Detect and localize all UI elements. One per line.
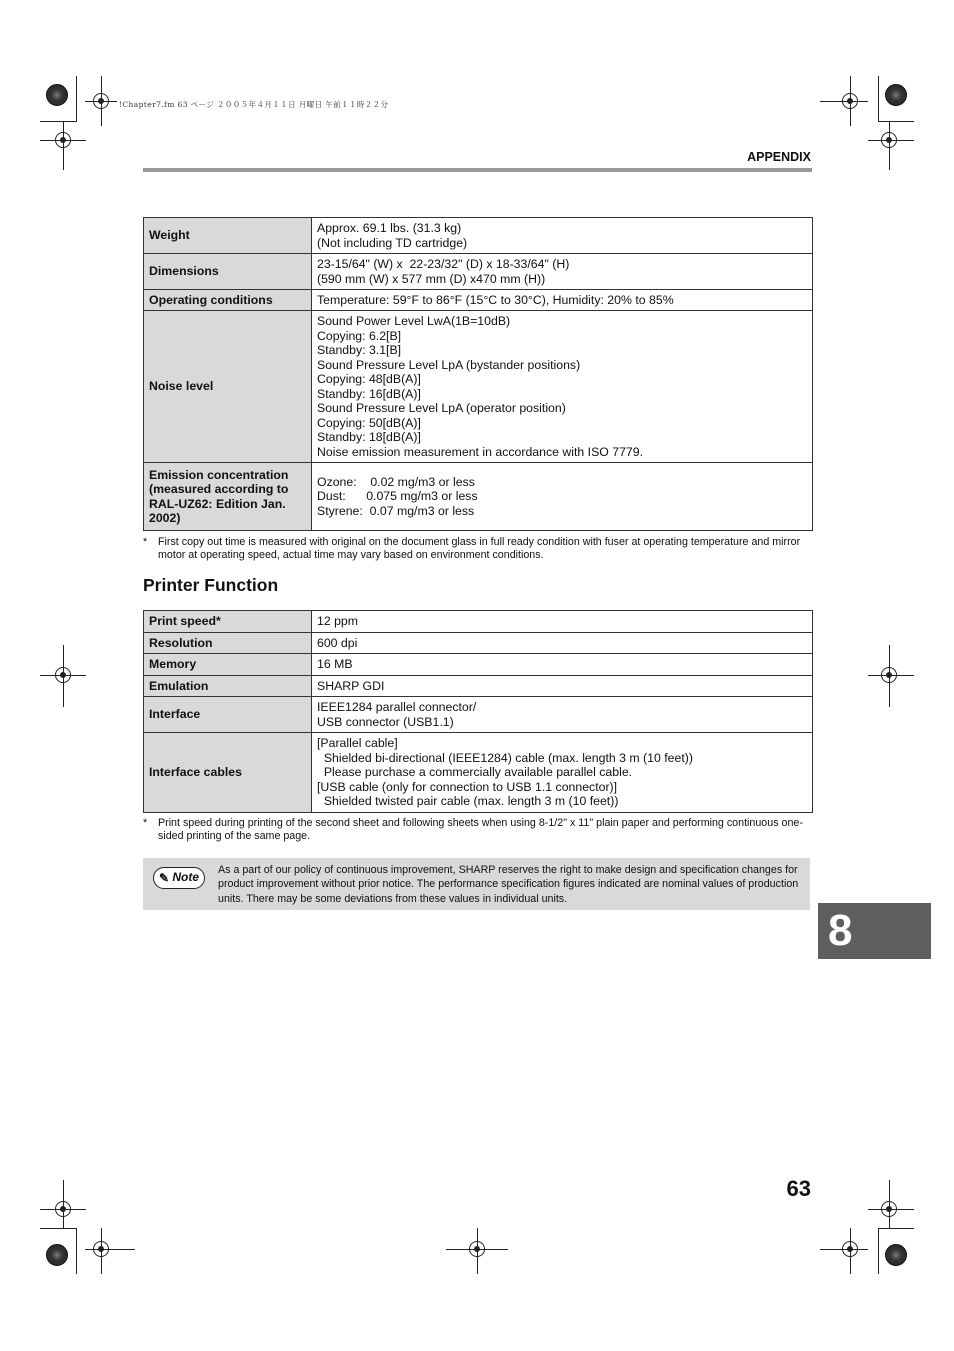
spec-value-line: (590 mm (W) x 577 mm (D) x470 mm (H)) [317, 271, 546, 286]
spec-value [312, 611, 813, 633]
spec-value-line: Dust: 0.075 mg/m3 or less [317, 489, 478, 504]
table-row [144, 463, 813, 531]
note-icon [153, 867, 205, 889]
table-row [144, 676, 813, 697]
spec-value-line: Standby: 16[dB(A)] [317, 386, 421, 401]
spec-value-line: [Parallel cable] [317, 736, 398, 751]
spec-value [312, 218, 813, 254]
crop-line [40, 121, 76, 122]
spec-value-line: SHARP GDI [317, 678, 385, 693]
header-rule [143, 168, 812, 172]
spec-label: Interface cables [144, 733, 312, 813]
table-row [144, 218, 813, 254]
spec-value-line: 600 dpi [317, 635, 358, 650]
spec-value-line: 12 ppm [317, 614, 359, 629]
footnote-text: Print speed during printing of the second sheet and following sheets when using 8-1/2" x 11" plain paper and performing continuous one-sided printing of the same page. [158, 817, 803, 842]
spec-value [312, 654, 813, 676]
spec-label: Operating conditions [144, 290, 312, 311]
note-icon-label: Note [172, 870, 199, 884]
crop-line [76, 76, 77, 122]
footnote-marker: * [143, 536, 148, 548]
pencil-icon: ✎ [159, 871, 170, 885]
spec-value-line: Sound Pressure Level LpA (bystander positions) [317, 357, 581, 372]
registration-target-icon [46, 84, 68, 106]
table-row [144, 654, 813, 676]
chapter-tab: 8 [818, 903, 931, 959]
spec-value-line: Shielded twisted pair cable (max. length 3 m (10 feet)) [317, 794, 619, 809]
spec-label: Interface [144, 697, 312, 733]
spec-label: Dimensions [144, 254, 312, 290]
table-row [144, 697, 813, 733]
spec-value [312, 290, 813, 311]
note-box [143, 858, 810, 910]
spec-label: Print speed* [144, 611, 312, 633]
spec-value [312, 311, 813, 463]
section-header: APPENDIX [747, 150, 811, 164]
spec-value-line: IEEE1284 parallel connector/ [317, 700, 477, 714]
spec-value [312, 633, 813, 654]
section-title: Printer Function [143, 575, 279, 595]
spec-value [312, 733, 813, 813]
spec-value-line: Temperature: 59°F to 86°F (15°C to 30°C), Humidity: 20% to 85% [317, 292, 674, 307]
registration-target-icon [46, 1244, 68, 1266]
footnote-text: First copy out time is measured with original on the document glass in full ready condition with fuser at operating temperature and mirror motor at operating speed, actual time may vary based on environment conditions. [158, 536, 801, 561]
table-row [144, 311, 813, 463]
registration-target-icon [885, 84, 907, 106]
spec-value-line: Styrene: 0.07 mg/m3 or less [317, 503, 475, 518]
spec-label: Weight [144, 218, 312, 254]
spec-value-line: Ozone: 0.02 mg/m3 or less [317, 474, 475, 489]
spec-value-line: Copying: 48[dB(A)] [317, 372, 421, 386]
table-row [144, 733, 813, 813]
table-row [144, 254, 813, 290]
spec-value-line: Standby: 18[dB(A)] [317, 430, 421, 444]
spec-value-line: 16 MB [317, 657, 353, 672]
file-info-header: !Chapter7.fm 63 ページ ２００５年４月１１日 月曜日 午前１１時２２分 [119, 100, 389, 109]
footnote-first-copy [143, 536, 813, 562]
spec-value-line: Approx. 69.1 lbs. (31.3 kg) [317, 221, 462, 235]
table-row [144, 611, 813, 633]
spec-value [312, 254, 813, 290]
spec-value-line: Standby: 3.1[B] [317, 343, 402, 357]
spec-value-line: USB connector (USB1.1) [317, 714, 454, 729]
spec-value [312, 697, 813, 733]
spec-value-line: Sound Power Level LwA(1B=10dB) [317, 314, 511, 328]
spec-value-line: Shielded bi-directional (IEEE1284) cable (max. length 3 m (10 feet)) [317, 750, 693, 765]
spec-value-line: (Not including TD cartridge) [317, 235, 468, 250]
spec-value-line: Copying: 50[dB(A)] [317, 415, 421, 430]
spec-value-line: 23-15/64" (W) x 22-23/32" (D) x 18-33/64" (H) [317, 257, 570, 271]
footnote-print-speed [143, 817, 813, 843]
spec-value [312, 463, 813, 531]
spec-label: Emission concentration (measured according to RAL-UZ62: Edition Jan. 2002) [144, 463, 312, 531]
spec-value-line: [USB cable (only for connection to USB 1.1 connector)] [317, 779, 618, 794]
page-number: 63 [786, 1176, 811, 1201]
spec-label: Memory [144, 654, 312, 676]
spec-value [312, 676, 813, 697]
registration-target-icon [885, 1244, 907, 1266]
table-row [144, 290, 813, 311]
table-row [144, 633, 813, 654]
spec-value-line: Sound Pressure Level LpA (operator position) [317, 401, 566, 415]
spec-label: Noise level [144, 311, 312, 463]
footnote-marker: * [143, 817, 148, 829]
general-spec-table [143, 217, 813, 531]
spec-value-line: Please purchase a commercially available parallel cable. [317, 765, 633, 780]
printer-spec-table [143, 610, 813, 813]
spec-label: Emulation [144, 676, 312, 697]
spec-value-line: Noise emission measurement in accordance with ISO 7779. [317, 444, 644, 459]
spec-label: Resolution [144, 633, 312, 654]
spec-value-line: Copying: 6.2[B] [317, 328, 402, 343]
note-text: As a part of our policy of continuous improvement, SHARP reserves the right to make design and specification changes for product improvement without prior notice. The performance specification figures indicated are nominal values of production units. There may be some deviations from these values in individual units. [218, 864, 799, 905]
